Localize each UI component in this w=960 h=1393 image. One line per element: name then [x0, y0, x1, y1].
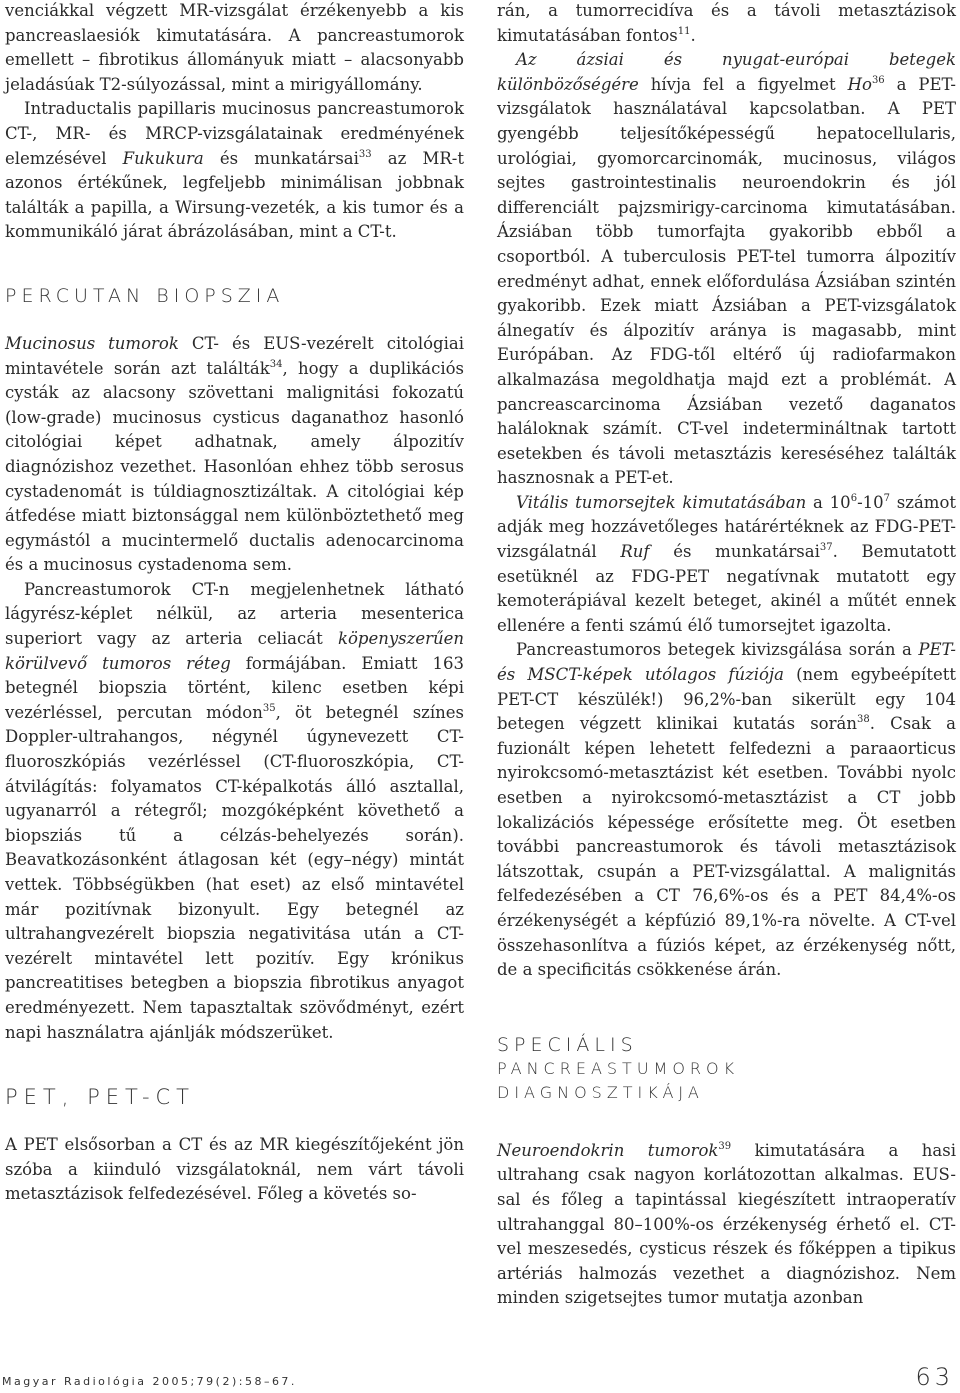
reference-number: 35 — [262, 702, 276, 714]
text: . Csak a fuzionált képen lehetett felfedezni a paraaorticus nyirokcsomó-metasztázist két esetben. További nyolc esetben a nyirokcsomó-metasztázist a CT jobb lokalizációs képessége erősítette meg. Öt esetben további pancreastumorok és távoli metasztázisok látszottak, csupán a PET-vizsgálattal. A malignitás felfedezésében a CT 76,6%-os és a PET 84,4%-os érzékenységét a képfúzió 89,1%-ra növelte. A CT-vel összehasonlítva a fúziós képet, az érzékenység nőtt, de a specificitás csökkenése árán. — [497, 714, 956, 980]
reference-number: 37 — [819, 542, 833, 554]
author-name: Ruf — [620, 542, 650, 562]
emphasis: köpenyszerűen körülvevő tumoros réteg — [5, 629, 464, 673]
text: Intraductalis papillaris mucinosus pancreastumorok CT-, MR- és MRCP-vizsgálatainak eredményének elemzésével — [5, 99, 464, 168]
text: CT- és EUS-vezérelt citológiai mintavétele során azt találták — [5, 333, 464, 378]
text: és munkatársai — [649, 542, 820, 562]
text: Pancreastumoros betegek kivizsgálása során a — [516, 640, 919, 660]
paragraph — [5, 97, 464, 245]
emphasis: PET- és MSCT-képek utólagos fúziója — [497, 640, 956, 685]
exponent: 7 — [883, 492, 891, 504]
page-number: 63 — [915, 1363, 954, 1391]
author-name: Fukukura — [122, 148, 204, 168]
paragraph — [497, 638, 956, 982]
text: Pancreastumorok CT-n megjelenhetnek látható lágyrész-képlet nélkül, az arteria mesenterica superiort vagy az arteria celiacát — [5, 579, 464, 649]
text: , hogy a duplikációs cysták az alacsony szövettani malignitási fokozatú (low-grade) mucinosus cysticus daganathoz hasonló citológiai képet adhatnak, amely álpozitív diagnózishoz vezethet. Hasonlóan ehhez több serosus cystadenomát is túldiagnosztizáltak. A citológiai kép átfedése miatt biztonsággal nem különböztethető meg egymástól a mucintermelő ductalis adenocarcinoma és a mucinosus cystadenoma sem. — [5, 358, 465, 575]
paragraph — [5, 1133, 464, 1207]
paragraph — [497, 1139, 956, 1311]
left-column — [5, 0, 464, 1207]
section-heading — [5, 1083, 464, 1111]
emphasis: Neuroendokrin tumorok — [497, 1140, 719, 1160]
right-column — [497, 0, 956, 1311]
reference-number: 39 — [718, 1140, 732, 1152]
paragraph — [497, 48, 956, 491]
section-heading — [497, 1033, 956, 1105]
reference-number: 36 — [871, 74, 885, 86]
text: kimutatására a hasi ultrahang csak nagyon korlátozottan alkalmas. EUS-sal és főleg a tapintással kiegészített intraoperatív ultrahanggal 80–100%-os érzékenység érhető el. CT-vel meszesedés, cysticus részek és főképpen a tipikus artériás halmozás vezethet a diagnózishoz. Nem minden szigetsejtes tumor mutatja azonban — [497, 1140, 957, 1308]
author-name: Ho — [847, 74, 872, 94]
text: a 10 — [806, 492, 851, 512]
heading-text: PET, PET-CT — [5, 1085, 196, 1110]
text: hívja fel a figyelmet — [638, 74, 848, 94]
text: (nem egybeépített PET-CT készülék!) 96,2%-ban sikerült egy 104 betegen végzett klinikai kutatás során — [497, 665, 956, 734]
paragraph — [5, 0, 464, 97]
reference-number: 34 — [269, 358, 283, 370]
text: az MR-t azonos értékűnek, legfeljebb minimálisan jobbnak találták a papilla, a Wirsung-vezeték, a kis tumor és a kommunikáló járat ábrázolásában, mint a CT-t. — [5, 148, 464, 242]
text: formájában. Emiatt 163 betegnél biopszia történt, kilenc esetben képi vezérléssel, percutan módon — [5, 653, 464, 722]
journal-citation: Magyar Radiológia 2005;79(2):58–67. — [2, 1375, 297, 1388]
emphasis: Vitális tumorsejtek kimutatásában — [516, 492, 807, 512]
text: a PET-vizsgálatok használatával kapcsolatban. A PET gyengébb teljesítőképességű hepatocellularis, urológiai, gyomorcarcinomák, mucinosus, világos sejtes gastrointestinalis neuroendokrin és jól differenciált pajzsmirigy-carcinoma kimutatásában. Ázsiában több tumorfajta gyakoribb ebből a csoportból. A tuberculosis PET-tel tumorra álpozitív eredményt adhat, ennek előfordulása Ázsiában szintén gyakoribb. Ezek miatt Ázsiában a PET-vizsgálatok álnegatív és álpozitív aránya is magasabb, mint Európában. Az FDG-től eltérő új radiofarmakon alkalmazása megoldhatja majd ezt a problémát. A pancreascarcinoma Ázsiában vezető daganatos haláloknak számít. CT-vel indetermináltnak tartott esetekben és távoli metasztázis kereséséhez találták hasznosnak a PET-et. — [497, 74, 956, 488]
paragraph — [5, 578, 464, 1045]
text: , öt betegnél színes Doppler-ultrahangos, négynél úgynevezett CT-fluoroszkópiás vezérléssel (CT-fluoroszkópia, CT-átvilágítás: folyamatos CT-képalkotás álló asztallal, ugyanarról a rétegről; mozgóképként követhető a biopsziás tű a célzás-behelyezés során). Beavatkozásonként átlagosan két (egy–négy) mintát vettek. Többségükben (hat eset) az első mintavétel már pozitívnak bizonyult. Egy betegnél az ultrahangvezérelt biopszia negativitása után a CT-vezérelt mintavétel lett pozitív. Egy krónikus pancreatitises betegben a biopszia fibrotikus anyagot eredményezett. Nem tapasztaltak szövődményt, ezért napi használatra ajánlják módszerüket. — [5, 702, 464, 1042]
text: . Bemutatott esetüknél az FDG-PET negatívnak mutatott egy kemoterápiával kezelt beteget, akinél a műtét ennek ellenére a fenti számú élő tumorsejtet igazolta. — [497, 542, 957, 635]
paragraph — [497, 491, 956, 639]
paragraph — [497, 0, 956, 48]
text: venciákkal végzett MR-vizsgálat érzékenyebb a kis pancreaslaesiók kimutatására. A pancreastumorok emellett – fibrotikus állományuk miatt – alacsonyabb jeladásúak T2-súlyozással, mint a mirigyállomány. — [5, 1, 464, 94]
heading-line: SPECIÁLIS — [497, 1033, 638, 1056]
text: A PET elsősorban a CT és az MR kiegészítőjeként jön szóba a kiinduló vizsgálatoknál, nem várt távoli metasztázisok felfedezésével. Főleg a követés so- — [5, 1135, 464, 1204]
reference-number: 38 — [856, 714, 870, 726]
emphasis: Mucinosus tumorok — [5, 333, 179, 353]
section-heading — [5, 280, 464, 310]
heading-line: PANCREASTUMOROK — [497, 1058, 740, 1078]
heading-line: DIAGNOSZTIKÁJA — [497, 1082, 704, 1102]
text: -10 — [857, 492, 884, 512]
heading-text: PERCUTAN BIOPSZIA — [5, 284, 285, 307]
reference-number: 33 — [358, 148, 372, 160]
emphasis: Az ázsiai és nyugat-európai betegek különbözőségére — [497, 50, 956, 94]
text: . — [690, 25, 696, 45]
exponent: 6 — [850, 492, 858, 504]
text: számot adják meg hozzávetőleges határértéknek az FDG-PET-vizsgálatnál — [497, 492, 957, 562]
reference-number: 11 — [677, 25, 691, 37]
paragraph — [5, 332, 464, 578]
text: rán, a tumorrecidíva és a távoli metasztázisok kimutatásában fontos — [497, 1, 956, 45]
text: és munkatársai — [203, 148, 359, 168]
